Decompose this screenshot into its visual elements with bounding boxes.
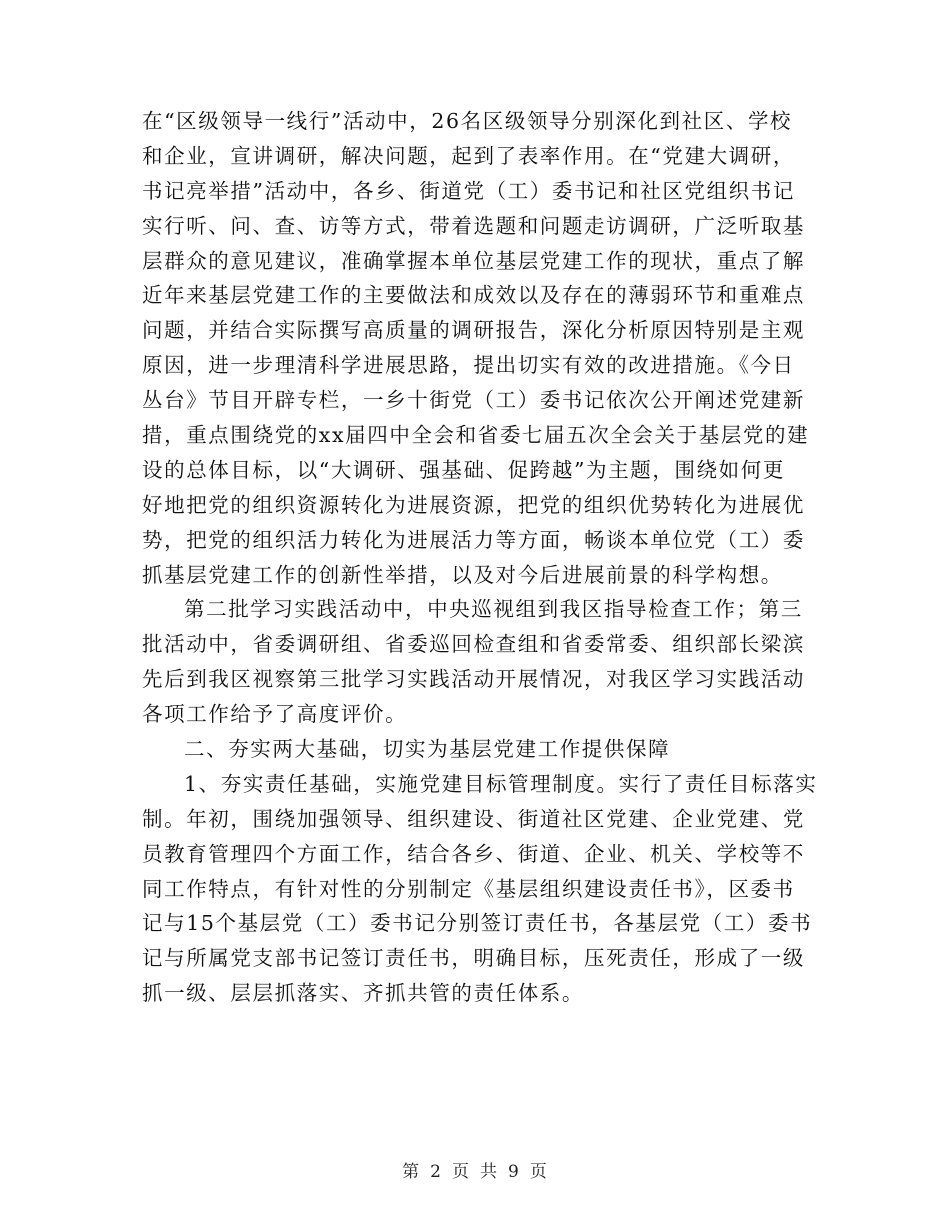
text-line: 书记亮举措”活动中，各乡、街道党（工）委书记和社区党组织书记 — [142, 178, 795, 203]
text-line: 丛台》节目开辟专栏，一乡十街党（工）委书记依次公开阐述党建新 — [142, 388, 805, 413]
text-line: 各项工作给予了高度评价。 — [142, 702, 408, 727]
text-line: 第二批学习实践活动中，中央巡视组到我区指导检查工作；第三 — [184, 597, 803, 622]
text-line: 制。年初，围绕加强领导、组织建设、街道社区党建、企业党建、党 — [142, 806, 805, 831]
text-line: 问题，并结合实际撰写高质量的调研报告，深化分析原因特别是主观 — [142, 318, 805, 343]
page-suffix: 页 — [529, 1162, 548, 1182]
text-line: 先后到我区视察第三批学习实践活动开展情况，对我区学习实践活动 — [142, 667, 805, 692]
text-line: 抓基层党建工作的创新性举措，以及对今后进展前景的科学构想。 — [142, 562, 783, 587]
page-mid: 页 — [452, 1162, 470, 1182]
page-total: 9 — [508, 1162, 520, 1182]
text-line: 原因，进一步理清科学进展思路，提出切实有效的改进措施。《今日 — [142, 353, 795, 378]
text-line: 好地把党的组织资源转化为进展资源，把党的组织优势转化为进展优 — [142, 492, 805, 517]
text-line: 在“区级领导一线行”活动中，26名区级领导分别深化到社区、学校 — [142, 109, 793, 133]
text-line: 设的总体目标，以“大调研、强基础、促跨越”为主题，围绕如何更 — [142, 457, 785, 482]
text-line: 势，把党的组织活力转化为进展活力等方面，畅谈本单位党（工）委 — [142, 527, 805, 552]
text-line: 近年来基层党建工作的主要做法和成效以及存在的薄弱环节和重难点 — [142, 283, 805, 308]
page-current: 2 — [430, 1162, 442, 1182]
text-line: 记与15个基层党（工）委书记分别签订责任书，各基层党（工）委书 — [142, 911, 813, 936]
page-total-prefix: 共 — [480, 1162, 498, 1182]
text-line: 实行听、问、查、访等方式，带着选题和问题走访调研，广泛听取基 — [142, 213, 805, 238]
text-line: 和企业，宣讲调研，解决问题，起到了表率作用。在“党建大调研， — [142, 143, 795, 168]
page-prefix: 第 — [402, 1162, 421, 1182]
text-line: 措，重点围绕党的xx届四中全会和省委七届五次全会关于基层党的建 — [142, 423, 810, 448]
text-line: 二、夯实两大基础，切实为基层党建工作提供保障 — [184, 737, 671, 762]
page-footer — [0, 1157, 950, 1182]
text-line: 批活动中，省委调研组、省委巡回检查组和省委常委、组织部长梁滨 — [142, 632, 805, 657]
text-line: 员教育管理四个方面工作，结合各乡、街道、企业、机关、学校等不 — [142, 841, 805, 866]
text-line: 记与所属党支部书记签订责任书，明确目标，压死责任，形成了一级 — [142, 946, 805, 971]
document-body — [142, 104, 818, 1011]
text-line: 1、夯实责任基础，实施党建目标管理制度。实行了责任目标落实 — [184, 771, 818, 796]
text-line: 同工作特点，有针对性的分别制定《基层组织建设责任书》，区委书 — [142, 876, 795, 901]
text-line: 层群众的意见建议，准确掌握本单位基层党建工作的现状，重点了解 — [142, 248, 805, 273]
text-line: 抓一级、层层抓落实、齐抓共管的责任体系。 — [142, 981, 584, 1006]
